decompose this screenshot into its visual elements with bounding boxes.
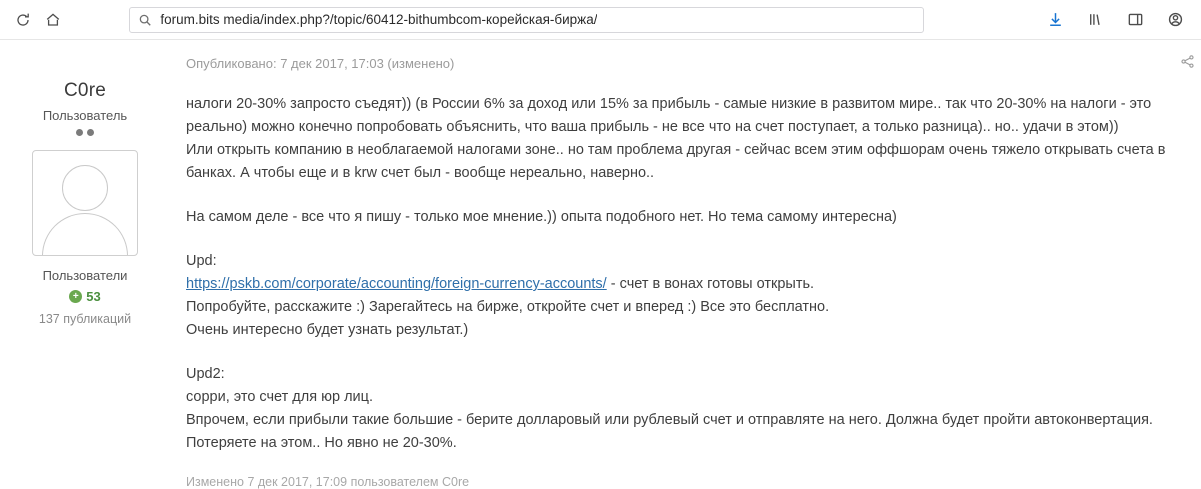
post-paragraph [186, 250, 1177, 342]
post-line: Upd2: [186, 366, 225, 382]
toolbar-right-actions [1043, 7, 1191, 33]
external-link[interactable]: https://pskb.com/corporate/accounting/foreign-currency-accounts/ [186, 276, 607, 292]
author-role: Пользователь [42, 108, 128, 123]
rank-pips [0, 129, 170, 136]
avatar-head-shape [62, 165, 108, 211]
author-username[interactable]: C0re [64, 80, 106, 101]
avatar[interactable] [32, 150, 138, 256]
post-paragraph: На самом деле - все что я пишу - только мое мнение.)) опыта подобного нет. Но тема самому интересна) [186, 209, 897, 225]
post-line: Или открыть компанию в необлагаемой налогами зоне.. но там проблема другая - сейчас всем этим оффшорам очень тяжело открывать счета в банках. А чтобы еще и в krw счет был - вообще нереально, наверно.. [186, 142, 1166, 181]
post-count: 137 публикаций [38, 312, 132, 326]
author-group: Пользователи [42, 268, 128, 283]
post-line: Потеряете на этом.. Но явно не 20-30%. [186, 435, 457, 451]
sidebar-icon[interactable] [1123, 7, 1149, 33]
browser-toolbar [0, 0, 1201, 40]
address-bar[interactable] [129, 7, 924, 33]
reputation-count: 53 [86, 289, 101, 304]
post-line: Upd: [186, 253, 217, 269]
post-line: Очень интересно будет узнать результат.) [186, 322, 469, 338]
post-content [170, 46, 1201, 489]
post-paragraph [186, 93, 1177, 185]
search-icon [138, 13, 152, 27]
post-text [186, 93, 1177, 455]
link-suffix: - счет в вонах готовы открыть. [606, 276, 815, 292]
plus-icon: + [69, 290, 82, 303]
post-line: сорри, это счет для юр лиц. [186, 389, 373, 405]
post-timestamp: Опубликовано: 7 дек 2017, 17:03 (изменено) [186, 56, 455, 71]
post-paragraph [186, 363, 1177, 455]
avatar-body-shape [42, 213, 128, 256]
post-line: Попробуйте, расскажите :) Зарегайтесь на бирже, откройте счет и вперед :) Все это бесплатно. [186, 299, 830, 315]
edited-note: Изменено 7 дек 2017, 17:09 пользователем C0re [186, 475, 470, 489]
address-bar-text[interactable]: forum.bits media/index.php?/topic/60412-bithumbcom-корейская-биржа/ [160, 12, 598, 27]
share-icon[interactable] [1180, 54, 1195, 74]
reload-icon[interactable] [10, 7, 36, 33]
account-icon[interactable] [1163, 7, 1189, 33]
download-icon[interactable] [1043, 7, 1069, 33]
post-line: Впрочем, если прибыли такие большие - берите долларовый или рублевый счет и отправляте на него. Должна будет пройти автоконвертация. [186, 412, 1153, 428]
library-icon[interactable] [1083, 7, 1109, 33]
reputation-badge[interactable] [0, 289, 170, 304]
home-icon[interactable] [40, 7, 66, 33]
forum-post-page [0, 40, 1201, 489]
post-line: налоги 20-30% запросто съедят)) (в России 6% за доход или 15% за прибыль - самые низкие в развитом мире.. так что 20-30% на налоги - это реально) можно конечно попробовать объяснить, что ваша прибыль - не все что на счет поступает, а только разница).. но.. удачи в этом)) [186, 96, 1152, 135]
post-author-panel [0, 46, 170, 489]
